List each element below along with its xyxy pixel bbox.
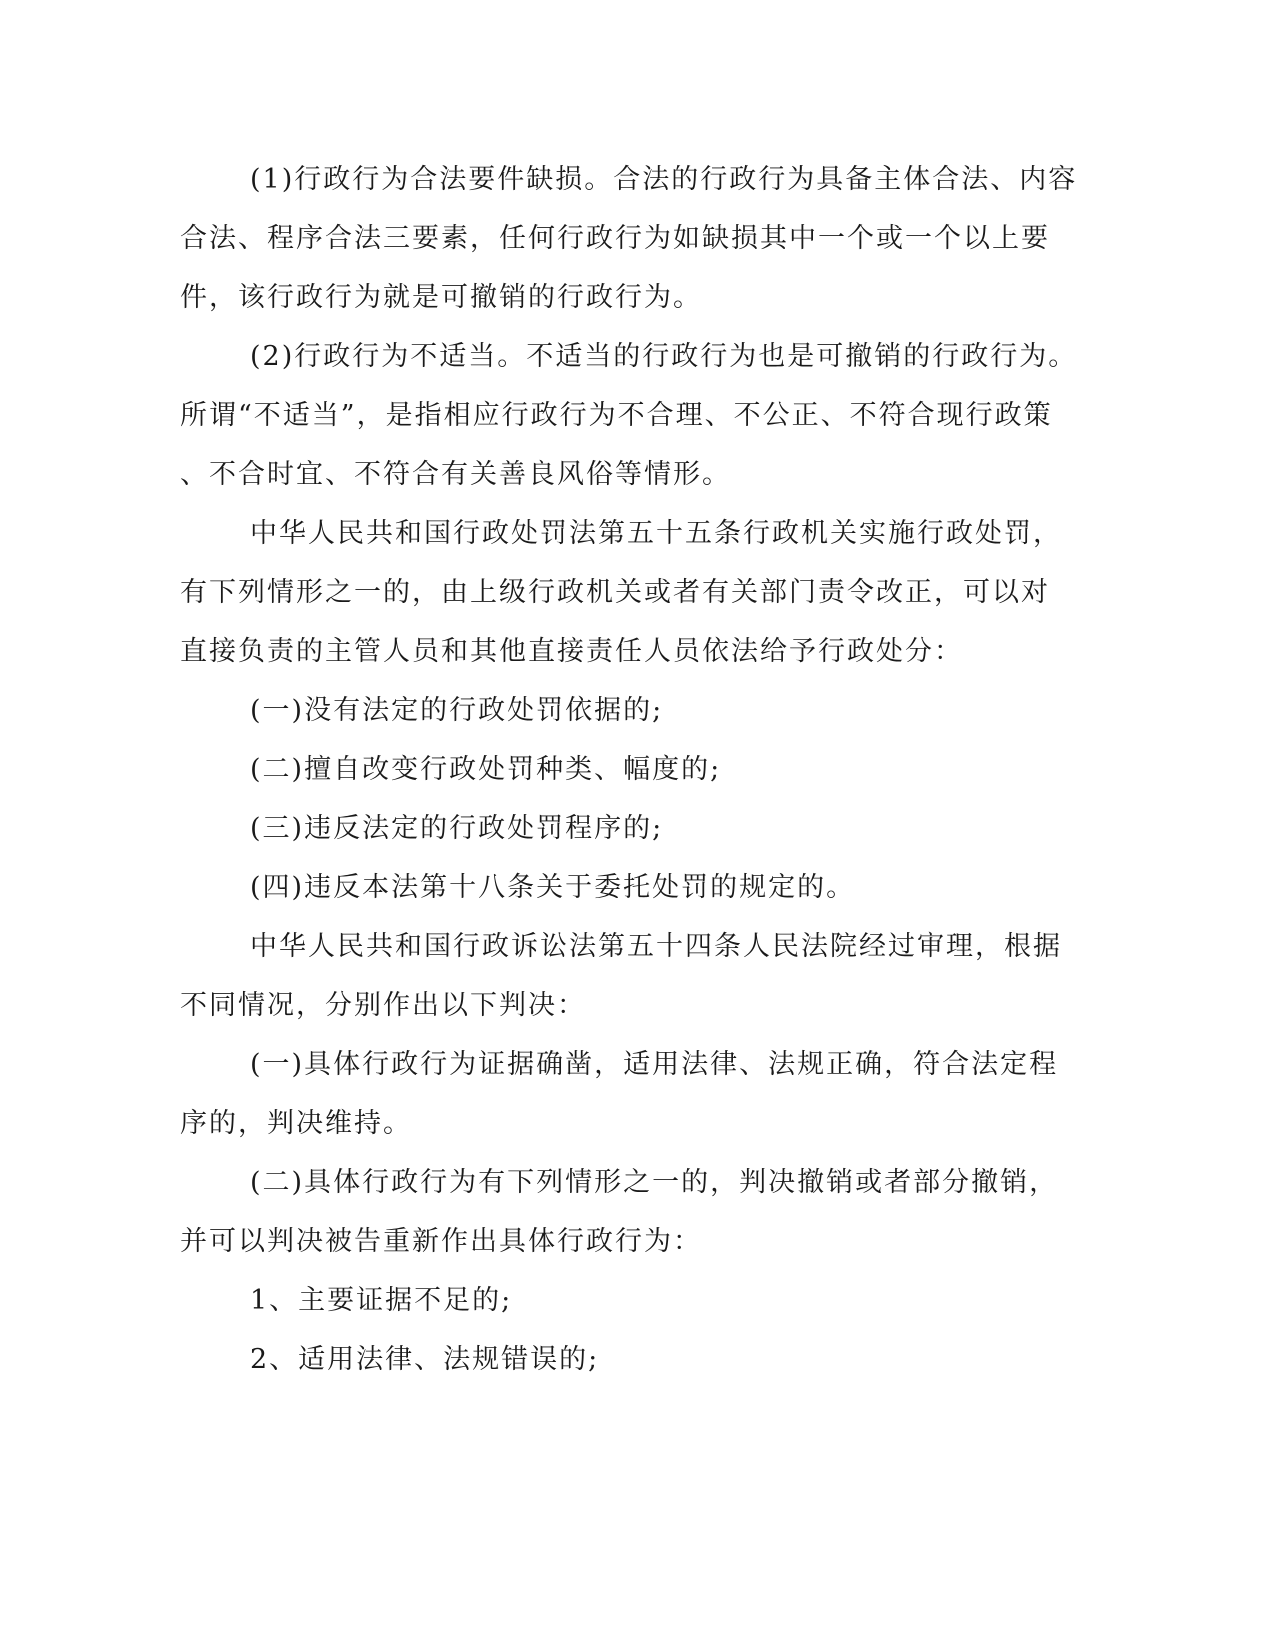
paragraph-9-line-1: (一)具体行政行为证据确凿，适用法律、法规正确，符合法定程 bbox=[250, 1049, 1059, 1080]
paragraph-10-line-2: 并可以判决被告重新作出具体行政行为： bbox=[180, 1226, 702, 1257]
paragraph-3-line-3: 直接负责的主管人员和其他直接责任人员依法给予行政处分： bbox=[180, 636, 963, 667]
paragraph-2-line-1: (2)行政行为不适当。不适当的行政行为也是可撤销的行政行为。 bbox=[250, 341, 1078, 372]
paragraph-9-line-2: 序的，判决维持。 bbox=[180, 1108, 412, 1139]
paragraph-10-line-1: (二)具体行政行为有下列情形之一的，判决撤销或者部分撤销， bbox=[250, 1167, 1059, 1198]
paragraph-8-line-1: 中华人民共和国行政诉讼法第五十四条人民法院经过审理，根据 bbox=[250, 931, 1062, 962]
paragraph-1-line-3: 件，该行政行为就是可撤销的行政行为。 bbox=[180, 282, 702, 313]
numbered-item-2: 2、适用法律、法规错误的; bbox=[250, 1344, 600, 1375]
list-item-1: (一)没有法定的行政处罚依据的; bbox=[250, 695, 664, 726]
paragraph-8-line-2: 不同情况，分别作出以下判决： bbox=[180, 990, 586, 1021]
paragraph-1-line-1: (1)行政行为合法要件缺损。合法的行政行为具备主体合法、内容 bbox=[250, 164, 1078, 195]
paragraph-1-line-2: 合法、程序合法三要素，任何行政行为如缺损其中一个或一个以上要 bbox=[180, 223, 1050, 254]
paragraph-3-line-1: 中华人民共和国行政处罚法第五十五条行政机关实施行政处罚， bbox=[250, 518, 1062, 549]
paragraph-2-line-3: 、不合时宜、不符合有关善良风俗等情形。 bbox=[180, 459, 731, 490]
paragraph-3-line-2: 有下列情形之一的，由上级行政机关或者有关部门责令改正，可以对 bbox=[180, 577, 1050, 608]
list-item-3: (三)违反法定的行政处罚程序的; bbox=[250, 813, 664, 844]
numbered-item-1: 1、主要证据不足的; bbox=[250, 1285, 513, 1316]
list-item-4: (四)违反本法第十八条关于委托处罚的规定的。 bbox=[250, 872, 856, 903]
paragraph-2-line-2: 所谓“不适当”，是指相应行政行为不合理、不公正、不符合现行政策 bbox=[180, 400, 1053, 431]
list-item-2: (二)擅自改变行政处罚种类、幅度的; bbox=[250, 754, 722, 785]
